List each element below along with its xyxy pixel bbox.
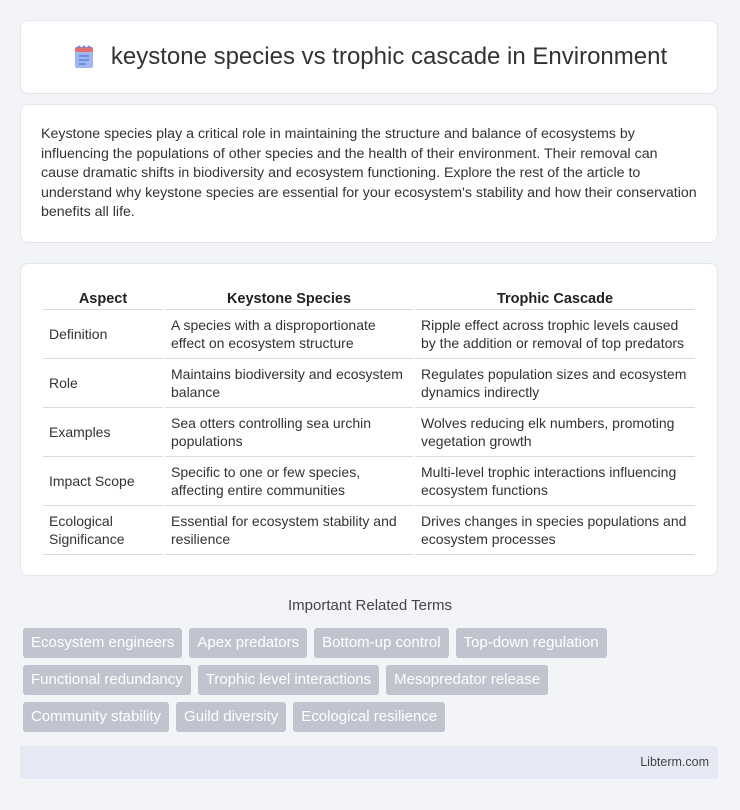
cell-trophic: Drives changes in species populations and ecosystem processes	[415, 506, 695, 555]
cell-aspect: Role	[43, 359, 163, 408]
tag-row	[23, 665, 723, 695]
header-keystone-species: Keystone Species	[165, 286, 413, 310]
document-icon	[71, 44, 97, 70]
cell-trophic: Regulates population sizes and ecosystem dynamics indirectly	[415, 359, 695, 408]
tag-ecosystem-engineers[interactable]: Ecosystem engineers	[23, 628, 182, 658]
table-row	[43, 457, 695, 506]
table-row	[43, 408, 695, 457]
table-row	[43, 310, 695, 359]
header-card	[20, 20, 718, 94]
tag-community-stability[interactable]: Community stability	[23, 702, 169, 732]
cell-keystone: Sea otters controlling sea urchin populations	[165, 408, 413, 457]
cell-aspect: Definition	[43, 310, 163, 359]
related-terms-title: Important Related Terms	[288, 597, 452, 614]
cell-keystone: A species with a disproportionate effect on ecosystem structure	[165, 310, 413, 359]
cell-keystone: Essential for ecosystem stability and resilience	[165, 506, 413, 555]
cell-trophic: Ripple effect across trophic levels caused by the addition or removal of top predators	[415, 310, 695, 359]
table-header-row	[43, 286, 695, 310]
header-trophic-cascade: Trophic Cascade	[415, 286, 695, 310]
comparison-table-card	[20, 263, 718, 576]
footer	[20, 746, 718, 779]
cell-aspect: Impact Scope	[43, 457, 163, 506]
tag-ecological-resilience[interactable]: Ecological resilience	[293, 702, 445, 732]
cell-keystone: Maintains biodiversity and ecosystem balance	[165, 359, 413, 408]
cell-keystone: Specific to one or few species, affecting entire communities	[165, 457, 413, 506]
intro-text: Keystone species play a critical role in maintaining the structure and balance of ecosystems by influencing the populations of other species and the health of their environment. Their removal can cause dramatic shifts in biodiversity and ecosystem functioning. Explore the rest of the article to understand why keystone species are essential for your ecosystem's stability and how their conservation benefits all life.	[41, 126, 697, 220]
tag-guild-diversity[interactable]: Guild diversity	[176, 702, 286, 732]
tag-apex-predators[interactable]: Apex predators	[189, 628, 307, 658]
tag-row	[23, 628, 723, 658]
cell-trophic: Multi-level trophic interactions influencing ecosystem functions	[415, 457, 695, 506]
table-row	[43, 359, 695, 408]
table-row	[43, 506, 695, 555]
comparison-table	[41, 286, 697, 555]
tag-bottom-up-control[interactable]: Bottom-up control	[314, 628, 448, 658]
page-title: keystone species vs trophic cascade in Environment	[110, 43, 668, 70]
footer-site-link[interactable]: Libterm.com	[640, 755, 709, 769]
tag-top-down-regulation[interactable]: Top-down regulation	[456, 628, 607, 658]
tag-mesopredator-release[interactable]: Mesopredator release	[386, 665, 548, 695]
tag-functional-redundancy[interactable]: Functional redundancy	[23, 665, 191, 695]
cell-trophic: Wolves reducing elk numbers, promoting vegetation growth	[415, 408, 695, 457]
intro-card	[20, 104, 718, 243]
tag-row	[23, 702, 723, 732]
tag-trophic-level-interactions[interactable]: Trophic level interactions	[198, 665, 379, 695]
cell-aspect: Examples	[43, 408, 163, 457]
header-aspect: Aspect	[43, 286, 163, 310]
cell-aspect: Ecological Significance	[43, 506, 163, 555]
related-terms-list	[23, 628, 723, 739]
